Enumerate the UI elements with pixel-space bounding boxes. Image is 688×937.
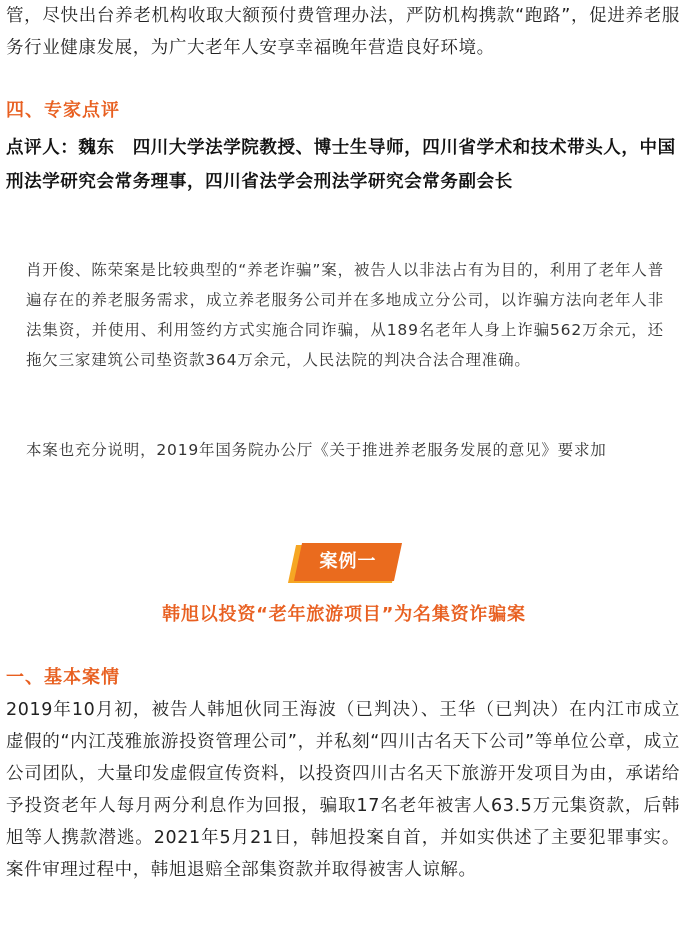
intro-paragraph-tail: 管，尽快出台养老机构收取大额预付费管理办法，严防机构携款“跑路”，促进养老服务行业健康发展，为广大老年人安享幸福晚年营造良好环境。 <box>6 6 680 58</box>
review-paragraph-2: 本案也充分说明，2019年国务院办公厅《关于推进养老服务发展的意见》要求加 <box>26 441 607 459</box>
section-heading-basic-facts: 一、基本案情 <box>6 667 120 688</box>
section-heading-expert-review: 四、专家点评 <box>6 100 120 121</box>
case-banner <box>292 543 402 583</box>
review-paragraph-1: 肖开俊、陈荣案是比较典型的“养老诈骗”案，被告人以非法占有为目的，利用了老年人普遍存在的养老服务需求，成立养老服务公司并在多地成立分公司，以诈骗方法向老年人非法集资，并使用、利用签约方式实施合同诈骗，从189名老年人身上诈骗562万余元，还拖欠三家建筑公司垫资款364万余元，人民法院的判决合法合理准确。 <box>26 261 664 369</box>
case-body-paragraph: 2019年10月初，被告人韩旭伙同王海波（已判决）、王华（已判决）在内江市成立虚假的“内江茂雅旅游投资管理公司”，并私刻“四川古名天下公司”等单位公章，成立公司团队，大量印发虚假宣传资料，以投资四川古名天下旅游开发项目为由，承诺给予投资老年人每月两分利息作为回报，骗取17名老年被害人63.5万元集资款，后韩旭等人携款潜逃。2021年5月21日，韩旭投案自首，并如实供述了主要犯罪事实。案件审理过程中，韩旭退赔全部集资款并取得被害人谅解。 <box>6 700 680 880</box>
reviewer-info: 点评人：魏东 四川大学法学院教授、博士生导师，四川省学术和技术带头人，中国刑法学研究会常务理事，四川省法学会刑法学研究会常务副会长 <box>6 138 676 192</box>
case-banner-label: 案例一 <box>319 551 377 572</box>
case-title: 韩旭以投资“老年旅游项目”为名集资诈骗案 <box>162 604 526 625</box>
